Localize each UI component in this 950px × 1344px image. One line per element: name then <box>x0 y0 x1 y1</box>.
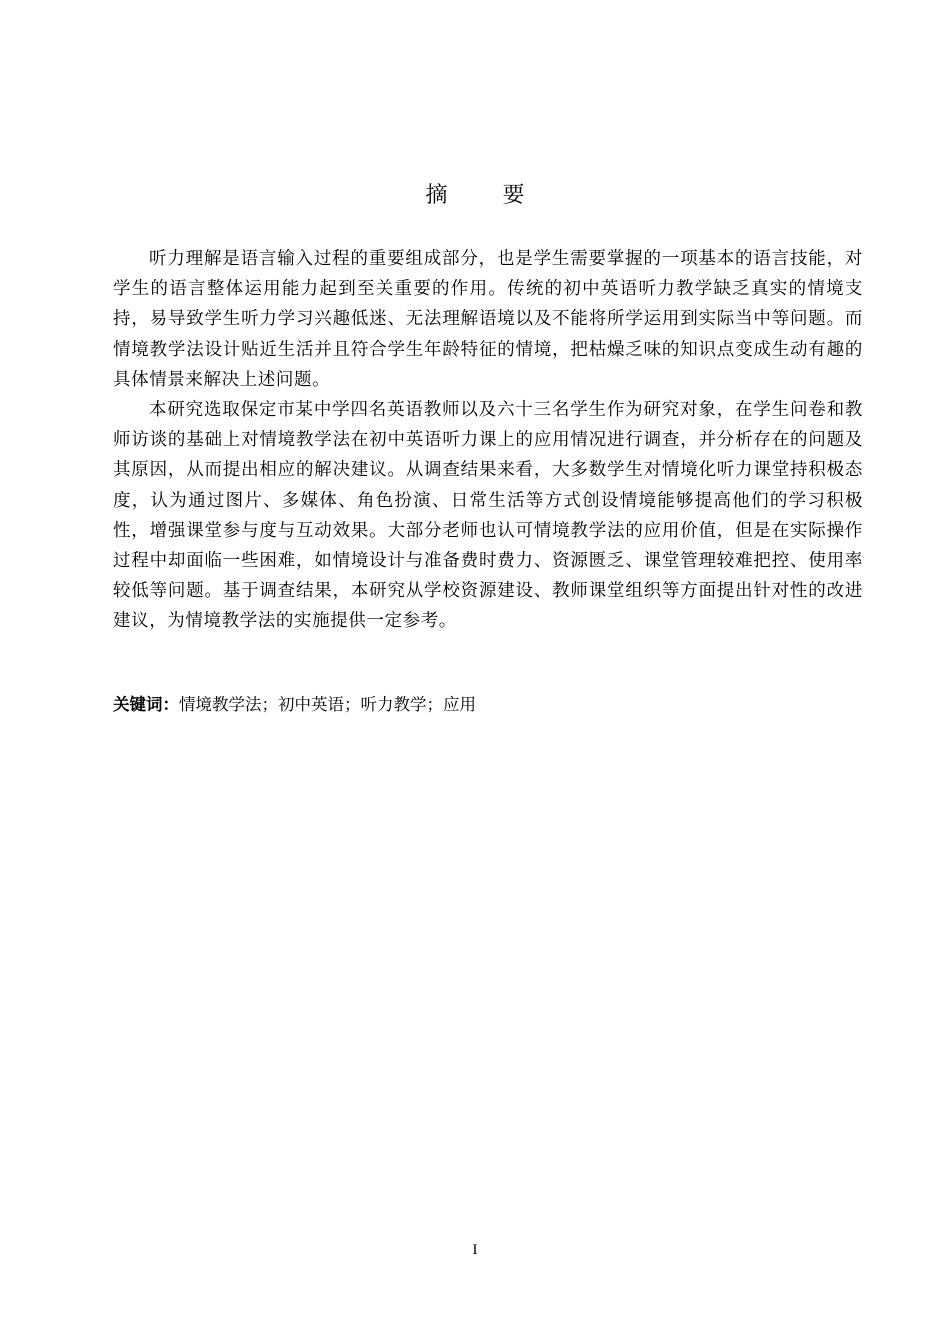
abstract-paragraph-2: 本研究选取保定市某中学四名英语教师以及六十三名学生作为研究对象，在学生问卷和教师访谈的基础上对情境教学法在初中英语听力课上的应用情况进行调查，并分析存在的问题及其原因，从而提出相应的解决建议。从调查结果来看，大多数学生对情境化听力课堂持积极态度，认为通过图片、多媒体、角色扮演、日常生活等方式创设情境能够提高他们的学习积极性，增强课堂参与度与互动效果。大部分老师也认可情境教学法的应用价值，但是在实际操作过程中却面临一些困难，如情境设计与准备费时费力、资源匮乏、课堂管理较难把控、使用率较低等问题。基于调查结果，本研究从学校资源建设、教师课堂组织等方面提出针对性的改进建议，为情境教学法的实施提供一定参考。 <box>113 400 863 632</box>
abstract-paragraph-1: 听力理解是语言输入过程的重要组成部分，也是学生需要掌握的一项基本的语言技能，对学生的语言整体运用能力起到至关重要的作用。传统的初中英语听力教学缺乏真实的情境支持，易导致学生听力学习兴趣低迷、无法理解语境以及不能将所学运用到实际当中等问题。而情境教学法设计贴近生活并且符合学生年龄特征的情境，把枯燥乏味的知识点变成生动有趣的具体情景来解决上述问题。 <box>113 249 863 390</box>
abstract-body <box>113 244 863 637</box>
keywords-line <box>113 692 476 718</box>
page-number: I <box>472 1242 478 1258</box>
abstract-title: 摘 要 <box>425 183 549 208</box>
keywords-value: 情境教学法；初中英语；听力教学；应用 <box>179 695 476 714</box>
keywords-label: 关键词： <box>113 695 179 714</box>
